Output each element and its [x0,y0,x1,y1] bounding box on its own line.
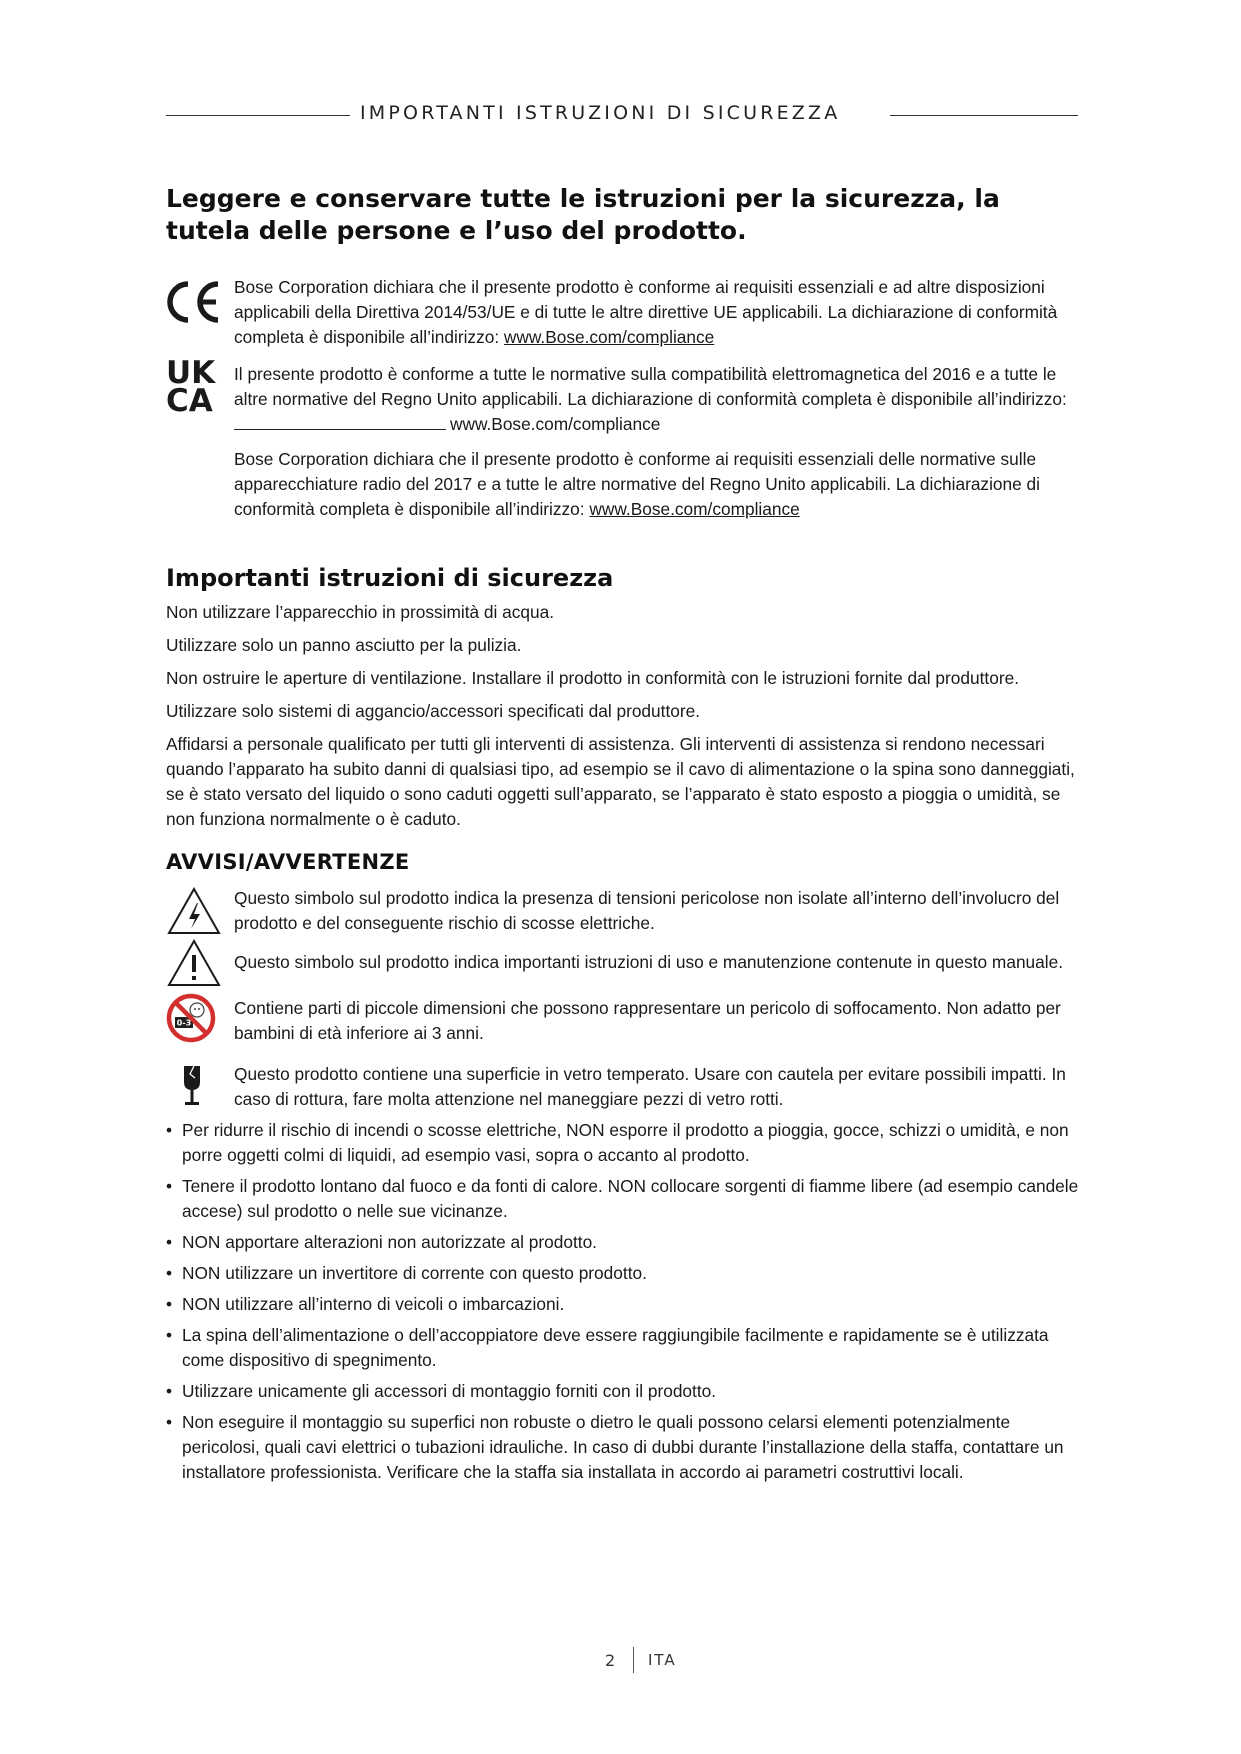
warning-bullet: • Per ridurre il rischio di incendi o scosse elettriche, NON esporre il prodotto a pioggia, gocce, schizzi o umidità, e non porre oggetti colmi di liquidi, ad esempio vasi, sopra o accanto al prodotto. [166,1118,1086,1168]
tempered-glass-icon [166,1062,234,1112]
ukca-mark-line1: UK [166,355,216,391]
warning-symbol-row [166,996,1086,1046]
footer-divider [633,1647,634,1673]
header-rule-left [166,115,350,116]
safety-item: Utilizzare solo sistemi di aggancio/accessori specificati dal produttore. [166,701,701,721]
warnings-title: AVVISI/AVVERTENZE [166,850,410,874]
safety-title: Importanti istruzioni di sicurezza [166,564,614,592]
ukca-address: www.Bose.com/compliance [450,414,661,434]
ce-text: Bose Corporation dichiara che il presente prodotto è conforme ai requisiti essenziali e ad altre disposizioni applicabili della Direttiva 2014/53/UE e di tutte le altre direttive UE applicabili. La dichiarazione di conformità completa è disponibile all’indirizzo: [234,277,1058,347]
page-number: 2 [605,1651,616,1670]
age-label: 0-3 [176,1018,192,1028]
warning-bullet: • La spina dell’alimentazione o dell’accoppiatore deve essere raggiungibile facilmente e rapidamente se è utilizzata come dispositivo di spegnimento. [166,1323,1086,1373]
warning-symbol-text: Questo simbolo sul prodotto indica importanti istruzioni di uso e manutenzione contenute in questo manuale. [234,952,1064,972]
warning-bullet: • NON utilizzare un invertitore di corrente con questo prodotto. [166,1261,1086,1286]
safety-item: Non utilizzare l’apparecchio in prossimità di acqua. [166,602,555,622]
header-title: IMPORTANTI ISTRUZIONI DI SICUREZZA [360,102,841,124]
header-rule-right [890,115,1078,116]
safety-item: Non ostruire le aperture di ventilazione. Installare il prodotto in conformità con le istruzioni fornite dal produttore. [166,668,1019,688]
radio-compliance-link[interactable]: www.Bose.com/compliance [589,499,800,519]
warning-symbol-text: Questo simbolo sul prodotto indica la presenza di tensioni pericolose non isolate all’interno dell’involucro del prodotto e del conseguente rischio di scosse elettriche. [234,888,1060,933]
warning-bullet: • NON utilizzare all’interno di veicoli o imbarcazioni. [166,1292,1086,1317]
warning-bullet: • Utilizzare unicamente gli accessori di montaggio forniti con il prodotto. [166,1379,1086,1404]
blank-underline [234,413,446,430]
safety-list [166,600,1086,832]
ukca-text: Il presente prodotto è conforme a tutte le normative sulla compatibilità elettromagnetica del 2016 e a tutte le altre normative del Regno Unito applicabili. La dichiarazione di conformità completa è disponibile all’indirizzo: [234,364,1067,409]
ukca-compliance-row [166,355,1086,437]
warning-symbol-row [166,950,1086,975]
ukca-mark-line2: CA [166,383,213,419]
warning-bullet: • Non eseguire il montaggio su superfici non robuste o dietro le quali possono celarsi elementi potenzialmente pericolosi, quali cavi elettrici o tubazioni idrauliche. In caso di dubbi durante l’installazione della staffa, contattare un installatore professionista. Verificare che la staffa sia installata in accordo ai parametri costruttivi locali. [166,1410,1086,1485]
language-code: ITA [648,1651,677,1669]
warning-symbol-row [166,886,1086,936]
running-header [166,100,1078,130]
ce-compliance-row [166,275,1086,350]
safety-item: Utilizzare solo un panno asciutto per la pulizia. [166,635,522,655]
warning-symbol-row [166,1062,1086,1112]
intro-title: Leggere e conservare tutte le istruzioni per la sicurezza, la tutela delle persone e l’uso del prodotto. [166,184,1000,245]
page-content [166,183,1086,1485]
safety-item: Affidarsi a personale qualificato per tutti gli interventi di assistenza. Gli interventi di assistenza si rendono necessari quando l’apparato ha subito danni di qualsiasi tipo, ad esempio se il cavo di alimentazione o la spina sono danneggiati, se è stato versato del liquido o sono caduti oggetti sull’apparato, se l’apparato è stato esposto a pioggia o umidità, se non funziona normalmente o è caduto. [166,734,1075,829]
radio-compliance-row [166,447,1086,522]
warning-symbol-text: Questo prodotto contiene una superficie in vetro temperato. Usare con cautela per evitare possibili impatti. In caso di rottura, fare molta attenzione nel maneggiare pezzi di vetro rotti. [234,1064,1066,1109]
choking-hazard-icon [166,996,234,1046]
ce-mark-icon [166,275,234,350]
ce-compliance-link[interactable]: www.Bose.com/compliance [503,327,715,347]
page-footer [0,1645,1241,1675]
exclamation-warning-icon [166,950,234,975]
warning-bullets [166,1118,1086,1485]
warning-bullet: • NON apportare alterazioni non autorizzate al prodotto. [166,1230,1086,1255]
radio-text: Bose Corporation dichiara che il presente prodotto è conforme ai requisiti essenziali delle normative sulle apparecchiature radio del 2017 e a tutte le altre normative del Regno Unito applicabili. La dichiarazione di conformità completa è disponibile all’indirizzo: [234,449,1040,519]
warning-bullet: • Tenere il prodotto lontano dal fuoco e da fonti di calore. NON collocare sorgenti di fiamme libere (ad esempio candele accese) sul prodotto o nelle sue vicinanze. [166,1174,1086,1224]
ukca-mark-icon [166,355,234,437]
warning-symbol-text: Contiene parti di piccole dimensioni che possono rappresentare un pericolo di soffocamento. Non adatto per bambini di età inferiore ai 3 anni. [234,998,1061,1043]
electric-shock-warning-icon [166,886,234,936]
